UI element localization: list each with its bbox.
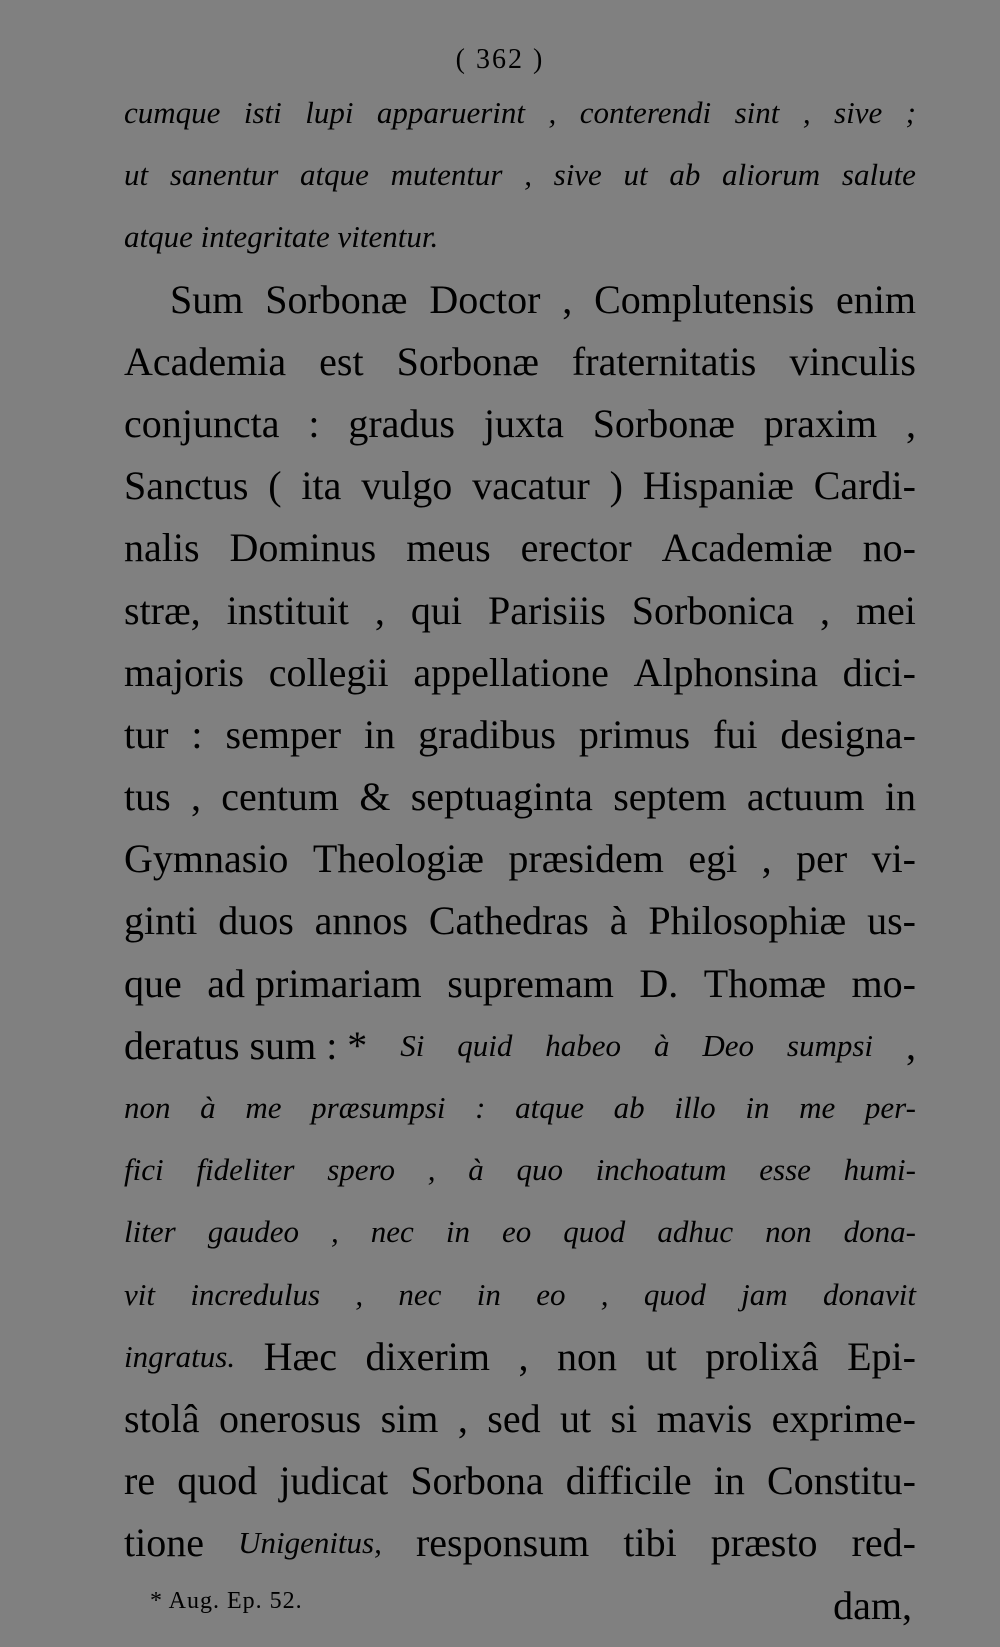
word: fui	[713, 711, 758, 757]
word: centum	[221, 774, 340, 820]
word: :	[308, 400, 320, 446]
word: à	[609, 898, 628, 944]
word: prolixâ	[705, 1333, 819, 1379]
word: praxim	[763, 400, 878, 446]
word: us-	[867, 898, 916, 944]
word: majoris	[124, 649, 244, 695]
word: me	[245, 1090, 282, 1125]
word: D.	[639, 960, 679, 1006]
word: sive	[834, 95, 883, 130]
word: à	[468, 1152, 484, 1188]
word: adhuc	[657, 1214, 734, 1250]
word: tur	[124, 711, 169, 757]
text-line	[124, 206, 916, 268]
word: vi-	[871, 836, 916, 882]
word: ,	[331, 1214, 339, 1250]
word: deratus sum : *	[124, 1022, 368, 1068]
text-line	[124, 455, 916, 517]
text-line	[124, 642, 916, 704]
word: per-	[864, 1090, 916, 1125]
word: sim	[380, 1395, 439, 1441]
word: red-	[851, 1520, 916, 1566]
word: mei	[855, 587, 916, 633]
text-line	[124, 1388, 916, 1450]
word: dam,	[833, 1582, 912, 1628]
word: :	[475, 1090, 486, 1125]
word: illo	[674, 1090, 716, 1125]
word: ab	[669, 157, 701, 193]
word: gradibus	[418, 711, 556, 757]
word: sed	[487, 1395, 541, 1441]
word: no-	[862, 525, 916, 571]
word: Theologiæ	[312, 836, 484, 882]
word: sive	[553, 157, 602, 193]
word: in	[364, 711, 396, 757]
word: Philosophiæ	[648, 898, 847, 944]
word: atque integritate vitentur.	[124, 219, 439, 255]
word: sumpsi	[786, 1027, 874, 1063]
word: ad primariam	[207, 960, 422, 1006]
word: vulgo	[361, 463, 453, 509]
word: eo	[502, 1214, 532, 1250]
text-line	[124, 953, 916, 1015]
word: Parisiis	[488, 587, 606, 633]
word: Sorbonæ	[265, 276, 408, 322]
word: Unigenitus,	[238, 1525, 382, 1561]
word: Doctor	[429, 276, 541, 322]
word: gaudeo	[207, 1214, 299, 1250]
word: supremam	[447, 960, 614, 1006]
word: Hispaniæ	[642, 463, 794, 509]
word: ut	[560, 1395, 592, 1441]
word: qui	[410, 587, 463, 633]
word: ,	[190, 774, 201, 820]
word: à	[200, 1090, 216, 1125]
footnote: * Aug. Ep. 52.	[150, 1588, 303, 1614]
word: re	[124, 1458, 156, 1504]
word: fraternitatis	[571, 338, 757, 384]
word: Cathedras	[428, 898, 589, 944]
word: egi	[688, 836, 738, 882]
word: conjuncta	[124, 400, 280, 446]
word: non	[765, 1214, 812, 1250]
word: responsum	[415, 1520, 590, 1566]
word: actuum	[746, 774, 865, 820]
word: ,	[562, 276, 573, 322]
word: Sum	[170, 276, 244, 322]
text-line	[124, 82, 916, 144]
word: dici-	[842, 649, 916, 695]
word: in	[445, 1214, 470, 1250]
word: jam	[741, 1276, 788, 1312]
word: Epi-	[847, 1333, 916, 1379]
word: humi-	[843, 1152, 916, 1188]
word: dixerim	[365, 1333, 490, 1379]
word: nec	[370, 1214, 414, 1250]
word: ut	[623, 157, 648, 193]
word: esse	[759, 1152, 811, 1188]
word: ,	[518, 1333, 529, 1379]
word: sint	[734, 95, 780, 130]
word: tione	[124, 1520, 204, 1566]
word: in	[713, 1458, 745, 1504]
word: ginti	[124, 898, 198, 944]
word: Cardi-	[813, 463, 916, 509]
word: isti	[243, 95, 282, 130]
word: Thomæ	[703, 960, 826, 1006]
word: apparuerint	[376, 95, 526, 130]
word: ;	[905, 95, 916, 130]
word: :	[191, 711, 203, 757]
word: est	[319, 338, 364, 384]
word: ingratus.	[124, 1338, 236, 1374]
word: atque	[300, 157, 369, 193]
word: per	[796, 836, 848, 882]
word: quod	[563, 1214, 626, 1250]
word: instituit	[226, 587, 349, 633]
word: ita	[301, 463, 342, 509]
word: dona-	[843, 1214, 916, 1250]
word: fideliter	[196, 1152, 295, 1188]
text-line	[124, 1326, 916, 1388]
text-line	[124, 828, 916, 890]
word: ,	[427, 1152, 436, 1188]
text-line	[124, 1077, 916, 1139]
word: exprime-	[771, 1395, 916, 1441]
word: non	[124, 1090, 171, 1125]
word: judicat	[279, 1458, 389, 1504]
word: Constitu-	[767, 1458, 916, 1504]
page-number: ( 362 )	[455, 44, 545, 75]
word: Sorbona	[410, 1458, 544, 1504]
word: cumque	[124, 95, 221, 130]
word: ,	[761, 836, 772, 882]
word: ,	[355, 1276, 364, 1312]
word: ,	[600, 1276, 609, 1312]
word: juxta	[483, 400, 564, 446]
word: vit	[124, 1276, 155, 1312]
text-line	[124, 1450, 916, 1512]
word: quod	[643, 1276, 706, 1312]
word: septuaginta	[410, 774, 593, 820]
word: annos	[314, 898, 408, 944]
word: mo-	[851, 960, 916, 1006]
word: meus	[406, 525, 491, 571]
word: conterendi	[579, 95, 712, 130]
word: Sorbonica	[631, 587, 794, 633]
word: fici	[124, 1152, 164, 1188]
word: præsidem	[508, 836, 664, 882]
word: Dominus	[229, 525, 377, 571]
word: ab	[613, 1090, 645, 1125]
word: Si	[400, 1027, 425, 1063]
word: Hæc	[263, 1333, 337, 1379]
word: sanentur	[169, 157, 279, 193]
word: Academia	[124, 338, 287, 384]
word: salute	[841, 157, 916, 193]
word: designa-	[780, 711, 916, 757]
text-line	[124, 704, 916, 766]
word: liter	[124, 1214, 176, 1250]
text-line	[124, 1139, 916, 1201]
word: quid	[457, 1027, 513, 1063]
word: ,	[905, 400, 916, 446]
text-line	[124, 331, 916, 393]
word: stolâ	[124, 1395, 200, 1441]
body-text	[124, 82, 916, 1637]
text-line	[124, 890, 916, 952]
word: appellatione	[413, 649, 609, 695]
word: &	[359, 774, 391, 820]
word: aliorum	[722, 157, 821, 193]
word: in	[745, 1090, 770, 1125]
word: que	[124, 960, 182, 1006]
word: Academiæ	[661, 525, 833, 571]
word: Sorbonæ	[396, 338, 539, 384]
word: ,	[802, 95, 811, 130]
word: nec	[398, 1276, 442, 1312]
word: ut	[645, 1333, 677, 1379]
word: mavis	[656, 1395, 753, 1441]
text-line	[124, 1264, 916, 1326]
word: in	[476, 1276, 501, 1312]
word: ,	[819, 587, 830, 633]
word: ut	[124, 157, 149, 193]
word: nalis	[124, 525, 200, 571]
word: inchoatum	[595, 1152, 727, 1188]
text-line	[124, 766, 916, 828]
text-line	[124, 517, 916, 579]
text-line	[124, 269, 916, 331]
word: collegii	[268, 649, 389, 695]
text-line	[124, 1512, 916, 1574]
word: Sanctus	[124, 463, 249, 509]
word: in	[884, 774, 916, 820]
word: vacatur	[472, 463, 590, 509]
word: ,	[524, 157, 532, 193]
word: spero	[327, 1152, 395, 1188]
word: )	[609, 463, 623, 509]
word: præsumpsi	[311, 1090, 446, 1125]
word: quo	[516, 1152, 563, 1188]
word: ,	[905, 1022, 916, 1068]
word: primus	[578, 711, 691, 757]
word: à	[653, 1027, 670, 1063]
word: tibi	[623, 1520, 677, 1566]
word: Complutensis	[594, 276, 815, 322]
word: si	[610, 1395, 638, 1441]
word: ,	[374, 587, 385, 633]
word: quod	[177, 1458, 258, 1504]
text-line	[124, 393, 916, 455]
text-line	[124, 144, 916, 206]
word: mutentur	[390, 157, 503, 193]
text-line	[124, 1015, 916, 1077]
word: eo	[536, 1276, 566, 1312]
word: non	[557, 1333, 618, 1379]
word: me	[799, 1090, 836, 1125]
word: septem	[613, 774, 727, 820]
word: erector	[520, 525, 632, 571]
word: stræ,	[124, 587, 201, 633]
word: vinculis	[789, 338, 916, 384]
word: præsto	[710, 1520, 818, 1566]
word: enim	[836, 276, 916, 322]
word: semper	[225, 711, 342, 757]
word: atque	[515, 1090, 585, 1125]
word: incredulus	[190, 1276, 321, 1312]
word: lupi	[305, 95, 354, 130]
word: (	[268, 463, 282, 509]
word: ,	[457, 1395, 468, 1441]
word: Alphonsina	[633, 649, 818, 695]
word: Deo	[702, 1027, 755, 1063]
word: Gymnasio	[124, 836, 289, 882]
word: gradus	[348, 400, 455, 446]
word: duos	[218, 898, 294, 944]
word: ,	[548, 95, 557, 130]
word: tus	[124, 774, 171, 820]
text-line	[124, 1201, 916, 1263]
text-line	[124, 580, 916, 642]
word: difficile	[565, 1458, 692, 1504]
word: Sorbonæ	[592, 400, 735, 446]
word: donavit	[822, 1276, 916, 1312]
word: onerosus	[218, 1395, 362, 1441]
word: habeo	[545, 1027, 622, 1063]
